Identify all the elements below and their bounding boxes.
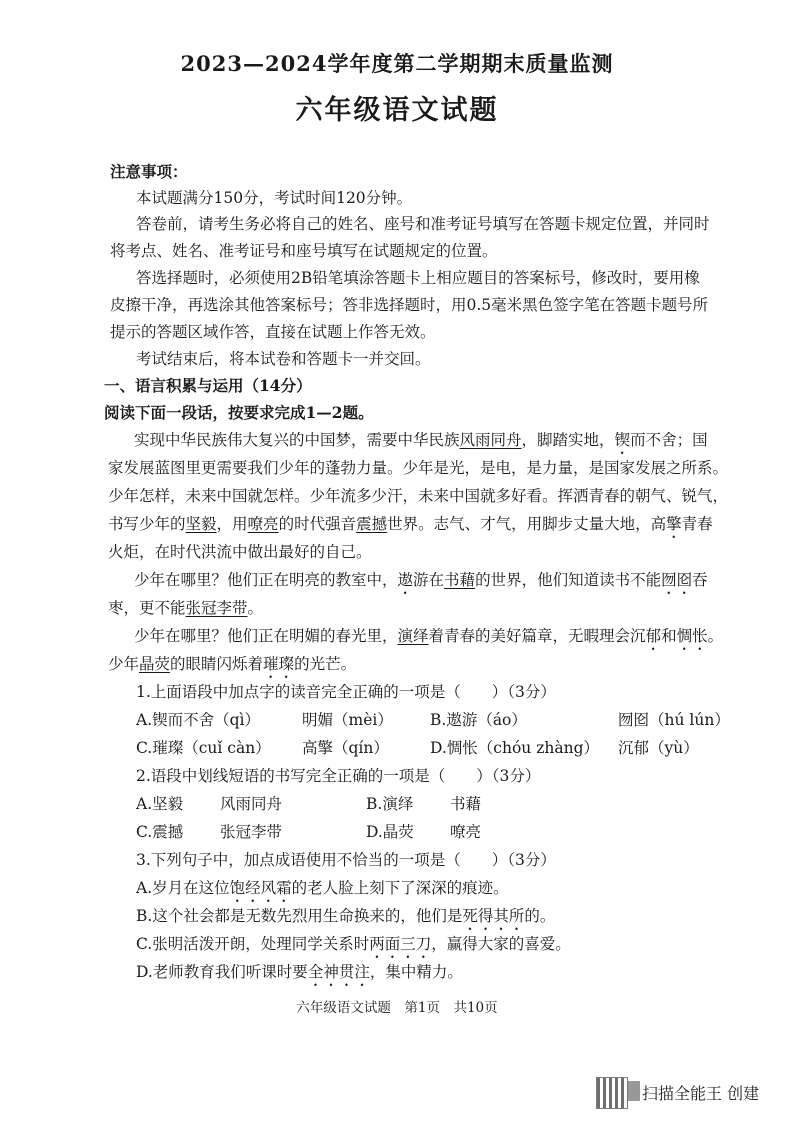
option-d-item: 沉郁（yù） <box>618 739 699 757</box>
page-footer: 六年级语文试题 第1页 共10页 <box>296 1000 498 1016</box>
dotted-idiom: 两面三刀 <box>369 935 432 953</box>
option-a: A.坚毅 <box>136 795 184 813</box>
option-a: A.锲而不舍（qì） <box>136 711 261 729</box>
notice-line: 皮擦干净，再选涂其他答案标号；答非选择题时，用0.5毫米黑色签字笔在答题卡题号所 <box>110 296 709 314</box>
section-instruction: 阅读下面一段话，按要求完成1—2题。 <box>104 403 374 422</box>
dotted-char: 惆怅 <box>676 627 708 645</box>
underlined-phrase: 书藉 <box>444 571 476 589</box>
section-heading: 一、语言积累与运用（14分） <box>104 376 312 395</box>
question-stem: 3.下列句子中，加点成语使用不恰当的一项是（ ）（3分） <box>136 851 556 869</box>
option-d-item: 嘹亮 <box>450 823 482 841</box>
option-b-item: 囫囵（hú lún） <box>618 711 730 729</box>
underlined-phrase: 晶荧 <box>139 655 171 673</box>
passage-line: 少年在哪里？他们正在明媚的春光里，演绎着青春的美好篇章，无暇理会沉郁和惆怅。 <box>134 627 724 645</box>
passage-line: 火炬，在时代洪流中做出最好的自己。 <box>108 543 372 561</box>
option-b: B.遨游（áo） <box>430 711 527 729</box>
notice-line: 本试题满分150分，考试时间120分钟。 <box>136 189 413 207</box>
dotted-char: 锲 <box>614 431 631 449</box>
option-d: D.老师教育我们听课时要全神贯注，集中精力。 <box>136 963 463 981</box>
option-a: A.岁月在这位饱经风霜的老人脸上刻下了深深的痕迹。 <box>136 879 509 897</box>
passage-line: 家发展蓝图里更需要我们少年的蓬勃力量。少年是光，是电，是力量，是国家发展之所系。 <box>108 459 729 477</box>
scanner-logo-icon <box>628 1081 640 1101</box>
notice-line: 提示的答题区域作答，直接在试题上作答无效。 <box>110 323 436 341</box>
question-stem: 2.语段中划线短语的书写完全正确的一项是（ ）（3分） <box>136 767 541 785</box>
option-c-item: 高擎（qín） <box>302 739 389 757</box>
passage-line: 少年在哪里？他们正在明亮的教室中，遨游在书藉的世界，他们知道读书不能囫囵吞 <box>134 571 708 589</box>
passage-line: 枣，更不能张冠李带。 <box>108 599 264 617</box>
qr-code-icon <box>596 1077 628 1109</box>
dotted-char: 璀璨 <box>263 655 295 673</box>
dotted-char: 擎 <box>666 515 682 533</box>
dotted-idiom: 饱经风霜 <box>229 879 292 897</box>
underlined-phrase: 演绎 <box>397 627 429 645</box>
dotted-char: 囫囵 <box>661 571 693 589</box>
option-d: D.晶荧 <box>366 823 414 841</box>
dotted-char: 郁 <box>645 627 662 645</box>
notice-line: 答卷前，请考生务必将自己的姓名、座号和准考证号填写在答题卡规定位置，并同时 <box>136 215 710 233</box>
notice-heading: 注意事项： <box>110 162 188 181</box>
dotted-idiom: 全神贯注 <box>307 963 370 981</box>
underlined-phrase: 坚毅 <box>185 515 217 533</box>
dotted-char: 遨 <box>397 571 414 589</box>
passage-line: 实现中华民族伟大复兴的中国梦，需要中华民族风雨同舟，脚踏实地，锲而不舍；国 <box>134 431 708 449</box>
underlined-phrase: 风雨同舟 <box>459 431 522 449</box>
option-b-item: 书藉 <box>450 795 482 813</box>
underlined-phrase: 张冠李带 <box>185 599 248 617</box>
option-b: B.这个社会都是无数先烈用生命换来的，他们是死得其所的。 <box>136 907 556 925</box>
option-b: B.演绎 <box>366 795 414 813</box>
notice-line: 答选择题时，必须使用2B铅笔填涂答题卡上相应题目的答案标号，修改时，要用橡 <box>136 269 700 287</box>
dotted-idiom: 死得其所 <box>462 907 525 925</box>
option-d: D.惆怅（chóu zhàng） <box>430 739 600 757</box>
scanner-watermark: 扫描全能王 创建 <box>642 1084 760 1103</box>
passage-line: 少年晶荧的眼睛闪烁着璀璨的光芒。 <box>108 655 357 673</box>
option-c: C.张明活泼开朗，处理同学关系时两面三刀，赢得大家的喜爱。 <box>136 935 571 953</box>
exam-title: 2023—2024学年度第二学期期末质量监测 <box>180 51 614 76</box>
underlined-phrase: 嘹亮 <box>247 515 279 533</box>
option-c: C.震撼 <box>136 823 184 841</box>
option-c-item: 张冠李带 <box>220 823 283 841</box>
option-a-item: 风雨同舟 <box>220 795 283 813</box>
subject-title: 六年级语文试题 <box>295 95 499 126</box>
notice-line: 将考点、姓名、准考证号和座号填写在试题规定的位置。 <box>110 242 498 260</box>
passage-line: 书写少年的坚毅，用嘹亮的时代强音震撼世界。志气、才气，用脚步丈量大地，高擎青春 <box>108 515 713 533</box>
question-stem: 1.上面语段中加点字的读音完全正确的一项是（ ）（3分） <box>136 683 556 701</box>
notice-line: 考试结束后，将本试卷和答题卡一并交回。 <box>136 350 431 368</box>
option-c: C.璀璨（cuǐ càn） <box>136 739 271 757</box>
passage-line: 少年怎样，未来中国就怎样。少年流多少汗，未来中国就多好看。挥洒青春的朝气、锐气， <box>108 487 729 505</box>
option-a-item: 明媚（mèi） <box>302 711 393 729</box>
underlined-phrase: 震撼 <box>356 515 388 533</box>
